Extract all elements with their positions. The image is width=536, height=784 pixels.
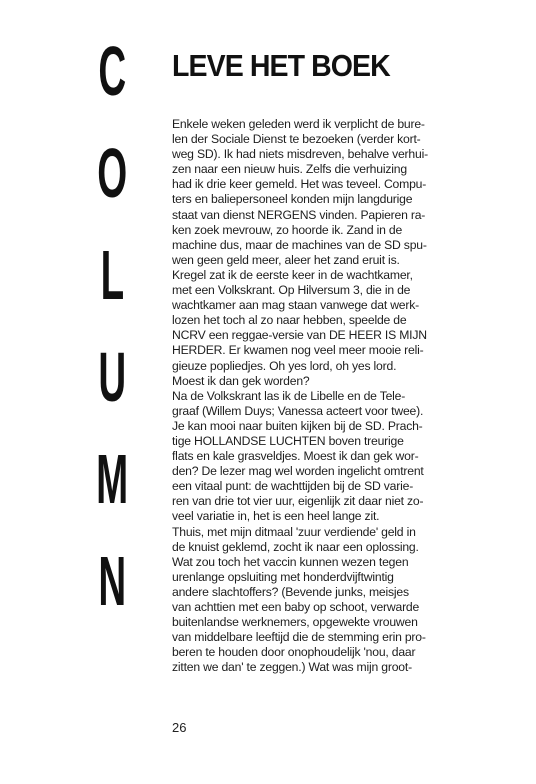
body-line: gieuze popliedjes. Oh yes lord, oh yes lord.	[172, 358, 397, 373]
body-line: Na de Volkskrant las ik de Libelle en de Tele-	[172, 388, 406, 403]
body-line: van middelbare leeftijd die de stemming erin pro-	[172, 630, 426, 645]
body-line: beren te houden door onophoudelijk 'nou, daar	[172, 645, 416, 660]
body-line: Enkele weken geleden werd ik verplicht de bure-	[172, 117, 425, 131]
body-line: Je kan mooi naar buiten kijken bij de SD. Prach-	[172, 418, 423, 433]
body-line: urenlange opsluiting met honderdvijftwintig	[172, 569, 394, 584]
body-line: buitenlandse werknemers, opgewekte vrouwen	[172, 615, 418, 630]
body-line: HERDER. Er kwamen nog veel meer mooie reli-	[172, 343, 424, 358]
body-line: Moest ik dan gek worden?	[172, 373, 310, 388]
body-line: de knuist geklemd, zocht ik naar een oplossing.	[172, 539, 419, 554]
body-line: wachtkamer aan mag staan vanwege dat werk-	[172, 298, 419, 313]
column-letter-l: L	[100, 236, 124, 314]
column-letter-m: M	[95, 440, 129, 518]
body-line: van achttien met een baby op schoot, verwarde	[172, 600, 420, 614]
column-vertical-title	[84, 32, 140, 648]
body-line: staat van dienst NERGENS vinden. Papieren ra-	[172, 207, 426, 222]
body-line: lozen het toch al zo naar hebben, speelde de	[172, 313, 407, 328]
body-line: wen geen geld meer, aleer het zand eruit is.	[172, 252, 400, 267]
body-line: flats en kale grasveldjes. Moest ik dan gek wor-	[172, 449, 419, 464]
column-letter-u: U	[98, 338, 126, 416]
body-line: ters en baliepersoneel konden mijn langdurige	[172, 192, 413, 207]
body-line: machine dus, maar de machines van de SD spu-	[172, 237, 427, 252]
body-line: Thuis, met mijn ditmaal 'zuur verdiende' geld in	[172, 524, 416, 539]
body-line: zitten we dan' te zeggen.) Wat was mijn groot-	[172, 660, 412, 675]
body-line: den? De lezer mag wel worden ingelicht omtrent	[172, 464, 424, 479]
body-line: len der Sociale Dienst te bezoeken (verder kort-	[172, 132, 421, 147]
body-line: een vitaal punt: de wachttijden bij de SD varie-	[172, 479, 414, 494]
body-line: Kregel zat ik de eerste keer in de wachtkamer,	[172, 267, 413, 282]
body-line: veel variatie in, het is een heel lange zit.	[172, 509, 380, 524]
page-number: 26	[172, 720, 187, 735]
body-line: ken zoek mevrouw, zo hoorde ik. Zand in de	[172, 222, 403, 237]
article-body	[172, 117, 472, 675]
body-line: graaf (Willem Duys; Vanessa acteert voor twee).	[172, 403, 424, 418]
body-line: weg SD). Ik had niets misdreven, behalve verhui-	[172, 147, 428, 162]
column-letter-n: N	[98, 542, 126, 620]
body-line: andere slachtoffers? (Bevende junks, meisjes	[172, 584, 409, 599]
body-line: met een Volkskrant. Op Hilversum 3, die in de	[172, 283, 411, 298]
column-letter-o: O	[97, 134, 127, 212]
article-headline: LEVE HET BOEK	[172, 48, 390, 83]
body-line: zen naar een nieuw huis. Zelfs die verhuizing	[172, 162, 407, 177]
body-line: ren van drie tot vier uur, eigenlijk zit daar niet zo-	[172, 494, 424, 509]
body-line: NCRV een reggae-versie van DE HEER IS MIJN	[172, 328, 427, 343]
body-line: Wat zou toch het vaccin kunnen wezen tegen	[172, 554, 409, 569]
column-letter-c: C	[98, 32, 126, 110]
body-line: tige HOLLANDSE LUCHTEN boven treurige	[172, 433, 404, 448]
body-line: had ik drie keer gemeld. Het was teveel. Compu-	[172, 177, 427, 192]
